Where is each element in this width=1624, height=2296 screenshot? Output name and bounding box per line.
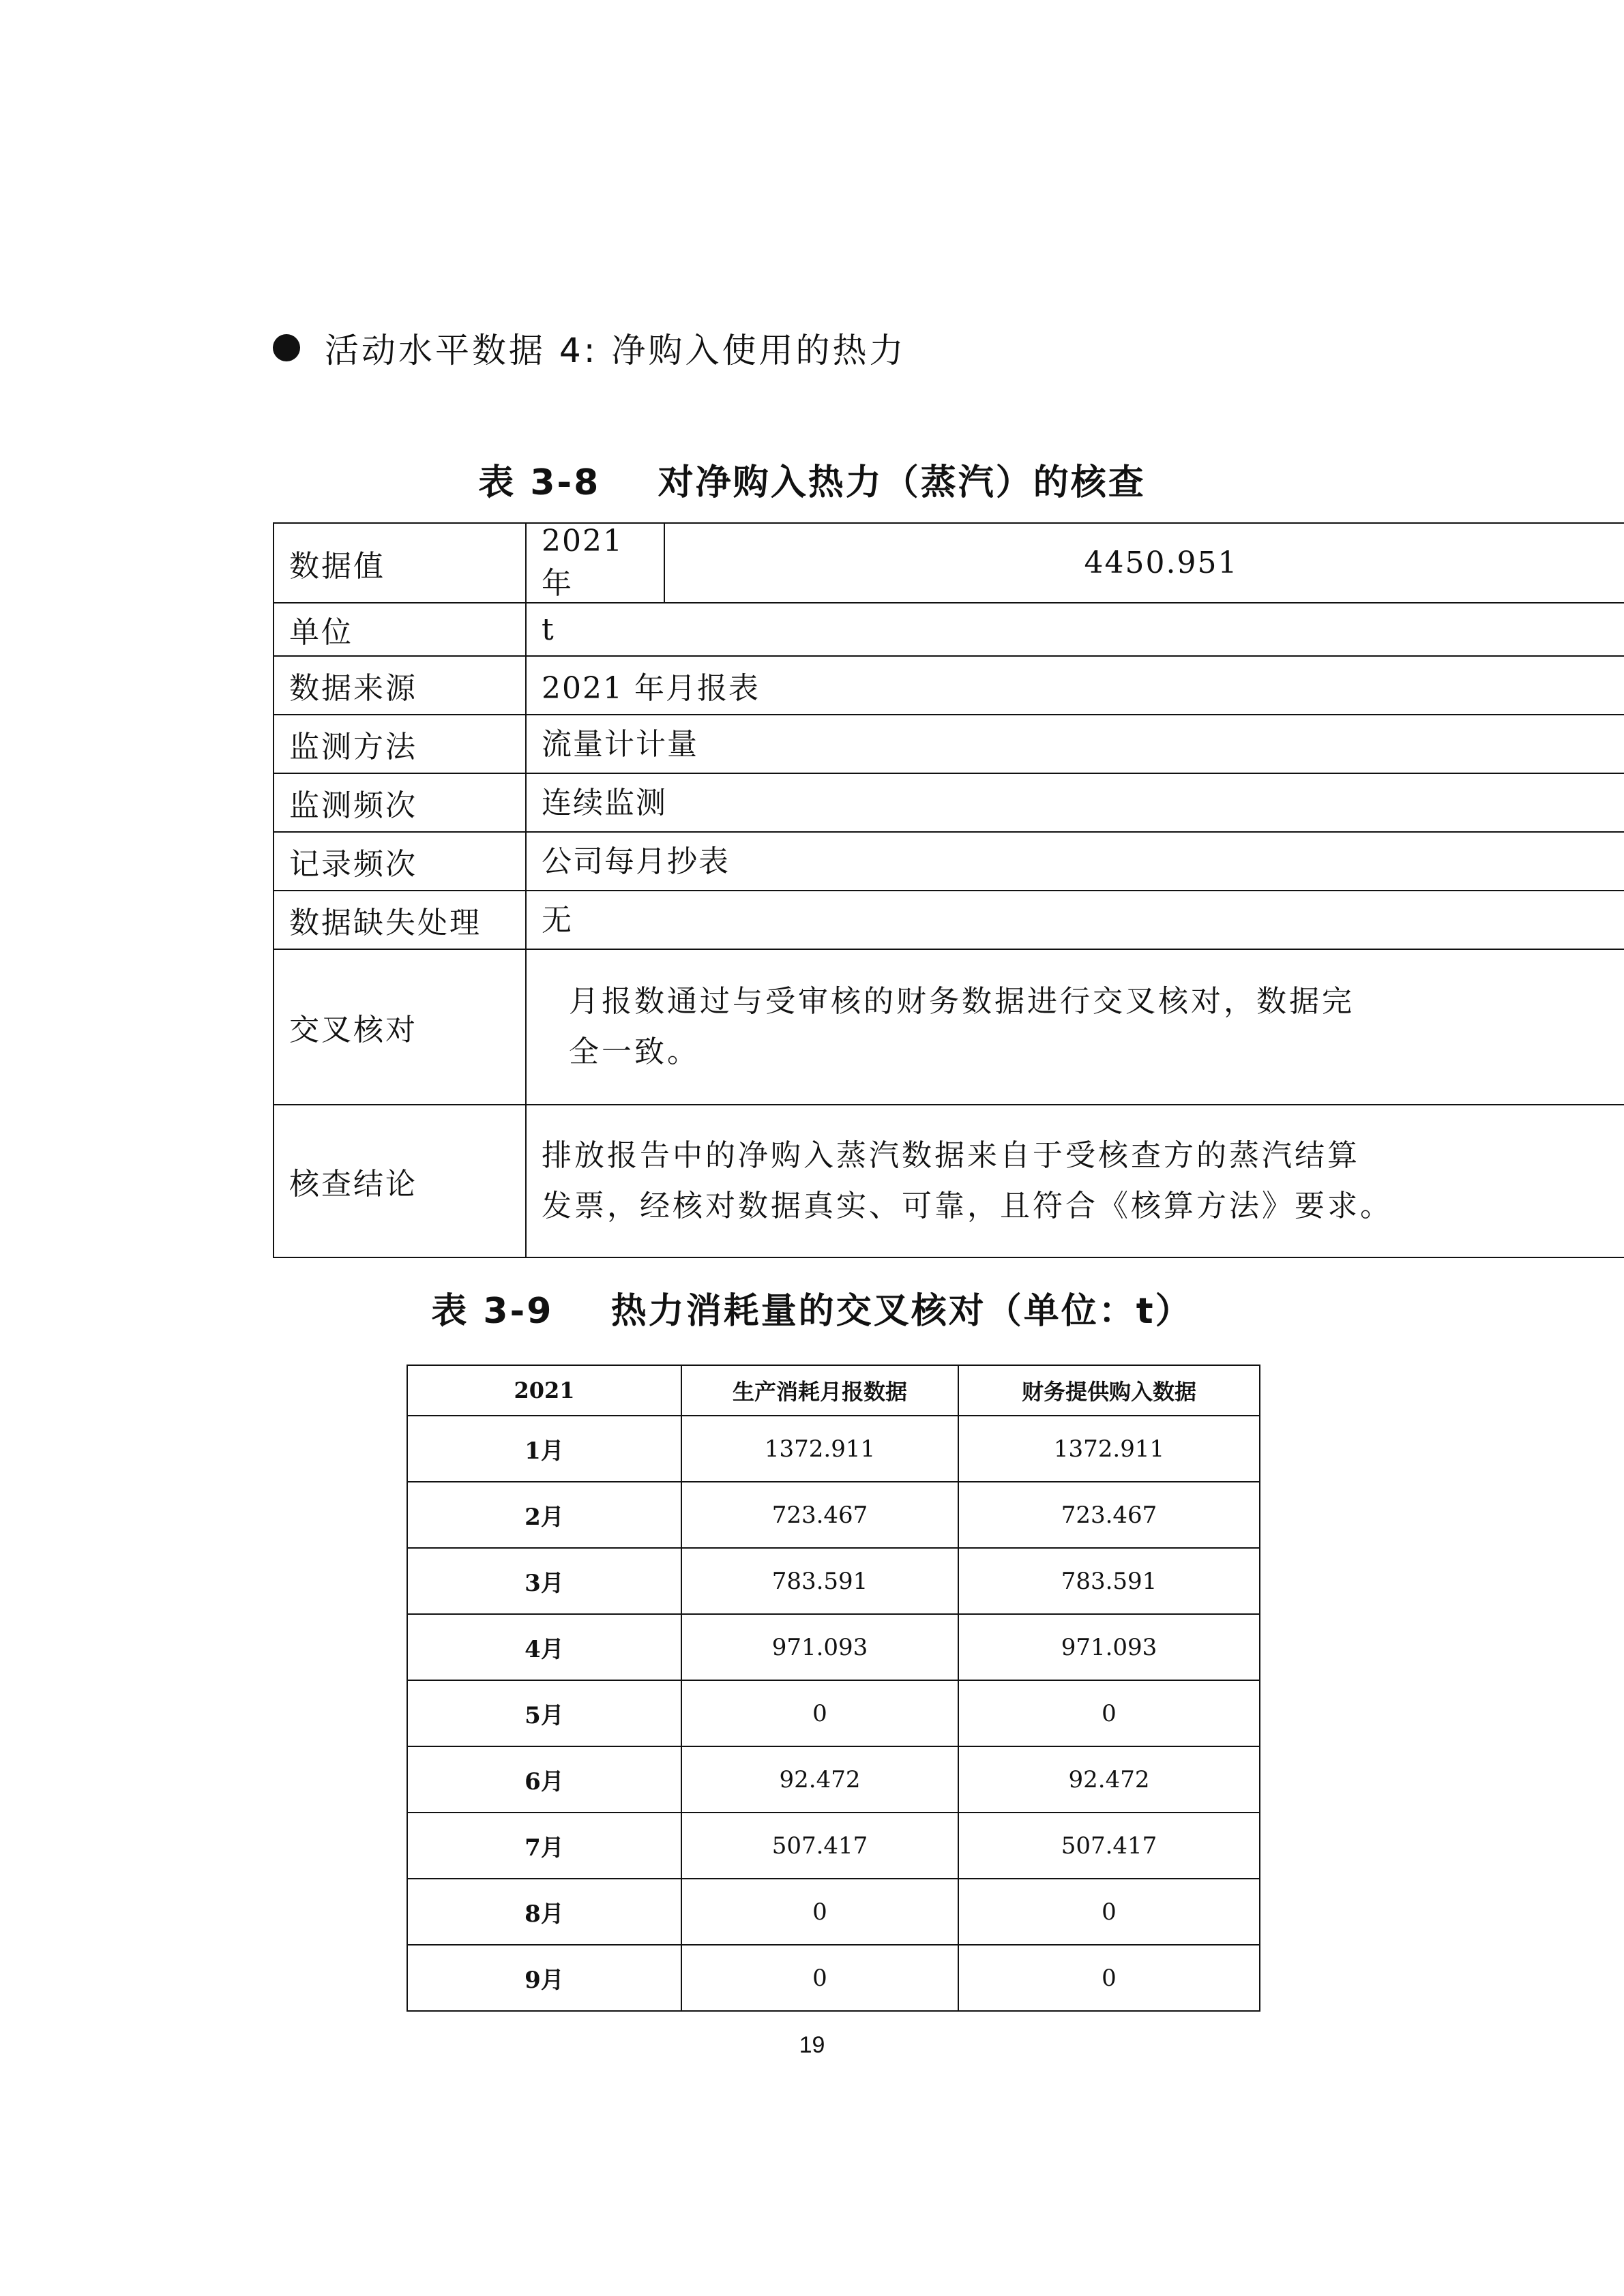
text-line: 发票，经核对数据真实、可靠，且符合《核算方法》要求。: [542, 1189, 1393, 1223]
table-row: [407, 1416, 1260, 1482]
column-header: 生产消耗月报数据: [681, 1365, 958, 1416]
row-label: 交叉核对: [274, 949, 526, 1105]
table-row: [274, 603, 1624, 656]
page-number: 19: [799, 2032, 825, 2058]
row-label: 单位: [274, 603, 526, 656]
table-row: [407, 1482, 1260, 1548]
production-value: 507.417: [681, 1813, 958, 1879]
production-value: 1372.911: [681, 1416, 958, 1482]
month-cell: 2月: [407, 1482, 681, 1548]
table-row: [274, 715, 1624, 773]
text-line: 月报数通过与受审核的财务数据进行交叉核对，数据完: [569, 984, 1355, 1019]
table-row: [274, 1105, 1624, 1257]
finance-value: 0: [958, 1945, 1260, 2011]
production-value: 783.591: [681, 1548, 958, 1614]
table-row: [407, 1614, 1260, 1680]
production-value: 92.472: [681, 1746, 958, 1813]
row-label: 记录频次: [274, 832, 526, 891]
row-value: 无: [526, 891, 1624, 949]
heat-consumption-table: [407, 1365, 1260, 2012]
row-label: 核查结论: [274, 1105, 526, 1257]
row-value: 流量计计量: [526, 715, 1624, 773]
production-value: 0: [681, 1879, 958, 1945]
month-cell: 4月: [407, 1614, 681, 1680]
row-label: 监测方法: [274, 715, 526, 773]
cross-check-text: [526, 949, 1624, 1105]
data-year: 2021 年: [526, 523, 664, 603]
data-value: 4450.951: [664, 523, 1624, 603]
section-heading: [273, 320, 906, 375]
section-heading-text: 活动水平数据 4: 净购入使用的热力: [325, 331, 906, 370]
table-row: [274, 523, 1624, 603]
row-label: 数据值: [274, 523, 526, 603]
month-cell: 6月: [407, 1746, 681, 1813]
table-row: [407, 1813, 1260, 1879]
production-value: 0: [681, 1945, 958, 2011]
production-value: 723.467: [681, 1482, 958, 1548]
text-line: 排放报告中的净购入蒸汽数据来自于受核查方的蒸汽结算: [542, 1138, 1360, 1173]
month-cell: 9月: [407, 1945, 681, 2011]
month-cell: 1月: [407, 1416, 681, 1482]
text-line: 全一致。: [569, 1034, 700, 1069]
month-cell: 8月: [407, 1879, 681, 1945]
table-row: [274, 656, 1624, 715]
production-value: 0: [681, 1680, 958, 1746]
table-row: [274, 773, 1624, 832]
conclusion-text: [526, 1105, 1624, 1257]
table-row: [274, 949, 1624, 1105]
month-cell: 7月: [407, 1813, 681, 1879]
row-label: 数据来源: [274, 656, 526, 715]
table-row: [407, 1680, 1260, 1746]
month-cell: 5月: [407, 1680, 681, 1746]
table-row: [407, 1879, 1260, 1945]
finance-value: 0: [958, 1879, 1260, 1945]
table-3-9-caption: 表 3-9 热力消耗量的交叉核对（单位：t）: [431, 1291, 1193, 1332]
table-row: [407, 1548, 1260, 1614]
finance-value: 1372.911: [958, 1416, 1260, 1482]
finance-value: 0: [958, 1680, 1260, 1746]
row-label: 数据缺失处理: [274, 891, 526, 949]
table-row: [407, 1746, 1260, 1813]
month-cell: 3月: [407, 1548, 681, 1614]
table-row: [274, 832, 1624, 891]
row-value: 连续监测: [526, 773, 1624, 832]
column-header: 2021: [407, 1365, 681, 1416]
production-value: 971.093: [681, 1614, 958, 1680]
table-row: [407, 1945, 1260, 2011]
finance-value: 783.591: [958, 1548, 1260, 1614]
row-value: 2021 年月报表: [526, 656, 1624, 715]
row-value: t: [526, 603, 1624, 656]
row-value: 公司每月抄表: [526, 832, 1624, 891]
table-header-row: [407, 1365, 1260, 1416]
finance-value: 92.472: [958, 1746, 1260, 1813]
steam-verification-table: [273, 522, 1624, 1258]
row-label: 监测频次: [274, 773, 526, 832]
finance-value: 723.467: [958, 1482, 1260, 1548]
column-header: 财务提供购入数据: [958, 1365, 1260, 1416]
bullet-icon: [273, 334, 300, 361]
finance-value: 507.417: [958, 1813, 1260, 1879]
table-row: [274, 891, 1624, 949]
finance-value: 971.093: [958, 1614, 1260, 1680]
table-3-8-caption: 表 3-8 对净购入热力（蒸汽）的核查: [478, 462, 1146, 503]
